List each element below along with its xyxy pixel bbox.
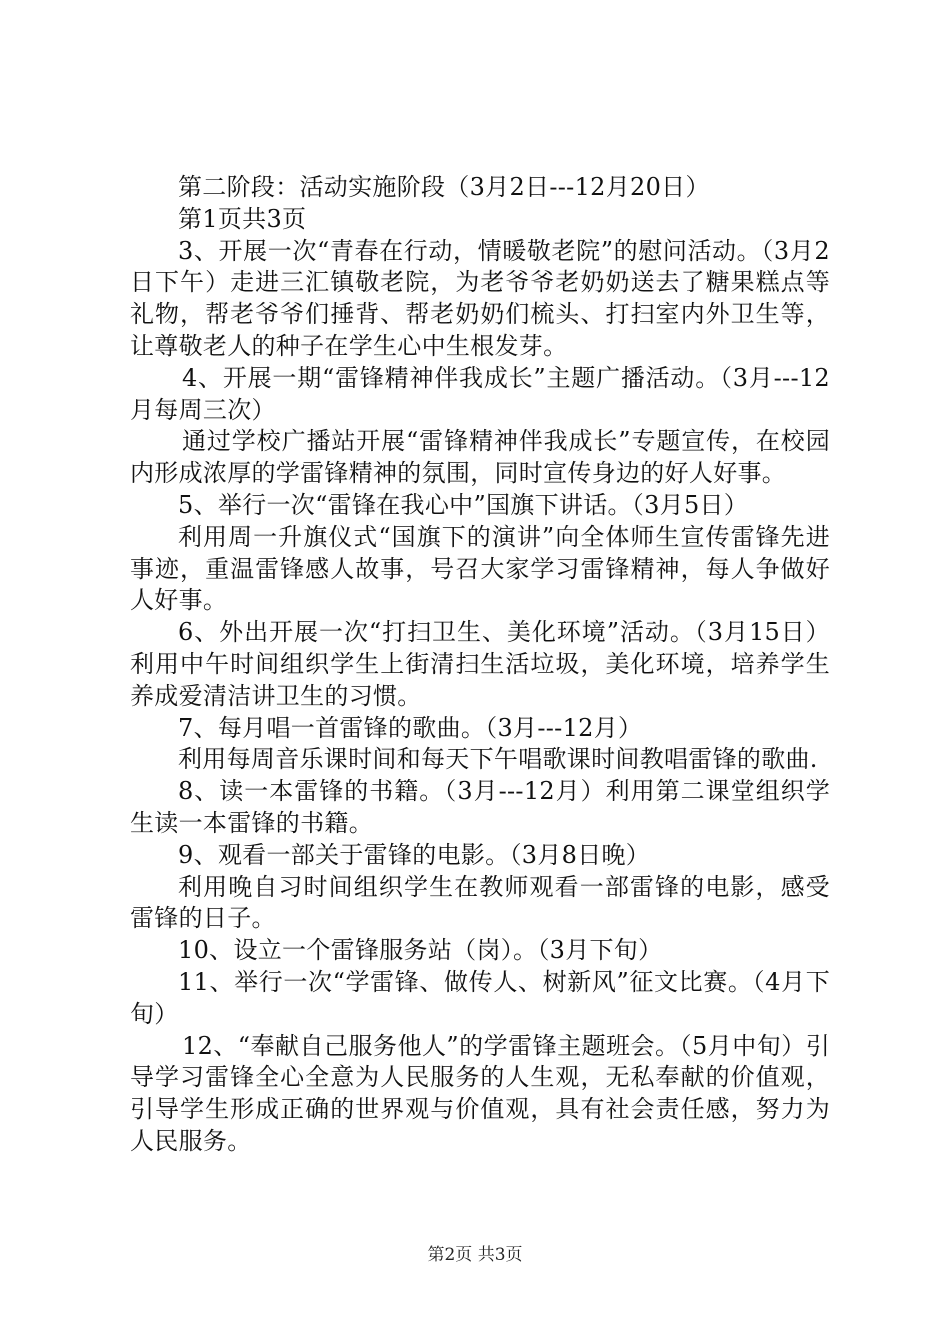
paragraph-item-10: 10、设立一个雷锋服务站（岗）。（3月下旬） [178, 936, 663, 965]
paragraph-item-7: 7、每月唱一首雷锋的歌曲。（3月---12月） [178, 713, 643, 742]
paragraph-item-12: 12、“奉献自己服务他人”的学雷锋主题班会。（5月中旬）引导学习雷锋全心全意为人民服务的人生观，无私奉献的价值观，引导学生形成正确的世界观与价值观，具有社会责任感，努力为人民服务。 [130, 1031, 830, 1155]
stage-heading: 第二阶段：活动实施阶段（3月2日---12月20日） [178, 173, 710, 201]
document-body [130, 172, 830, 1158]
paragraph-item-9: 9、观看一部关于雷锋的电影。（3月8日晚） [178, 840, 651, 869]
paragraph-item-4: 4、开展一期“雷锋精神伴我成长”主题广播活动。（3月---12月每周三次） [130, 363, 830, 424]
page-footer [0, 1244, 950, 1266]
paragraph-item-11: 11、举行一次“学雷锋、做传人、树新风”征文比赛。（4月下旬） [130, 967, 830, 1028]
page-count-line: 第1页共3页 [178, 204, 307, 233]
paragraph-item-3: 3、开展一次“青春在行动，情暖敬老院”的慰问活动。（3月2日下午）走进三汇镇敬老院，为老爷爷老奶奶送去了糖果糕点等礼物，帮老爷爷们捶背、帮老奶奶们梳头、打扫室内外卫生等，让尊敬老人的种子在学生心中生根发芽。 [130, 236, 830, 360]
paragraph-item-4-detail: 通过学校广播站开展“雷锋精神伴我成长”专题宣传，在校园内形成浓厚的学雷锋精神的氛围，同时宣传身边的好人好事。 [130, 427, 830, 488]
paragraph-item-5: 5、举行一次“雷锋在我心中”国旗下讲话。（3月5日） [178, 490, 749, 519]
paragraph-item-7-detail: 利用每周音乐课时间和每天下午唱歌课时间教唱雷锋的歌曲. [178, 745, 818, 774]
paragraph-item-6: 6、外出开展一次“打扫卫生、美化环境”活动。（3月15日）利用中午时间组织学生上街清扫生活垃圾，美化环境，培养学生养成爱清洁讲卫生的习惯。 [130, 618, 830, 710]
paragraph-item-5-detail: 利用周一升旗仪式“国旗下的演讲”向全体师生宣传雷锋先进事迹，重温雷锋感人故事，号召大家学习雷锋精神，每人争做好人好事。 [130, 522, 830, 615]
paragraph-item-8: 8、读一本雷锋的书籍。（3月---12月）利用第二课堂组织学生读一本雷锋的书籍。 [130, 777, 830, 837]
page-number-label: 第2页 共3页 [427, 1245, 523, 1265]
paragraph-item-9-detail: 利用晚自习时间组织学生在教师观看一部雷锋的电影，感受雷锋的日子。 [130, 872, 830, 933]
